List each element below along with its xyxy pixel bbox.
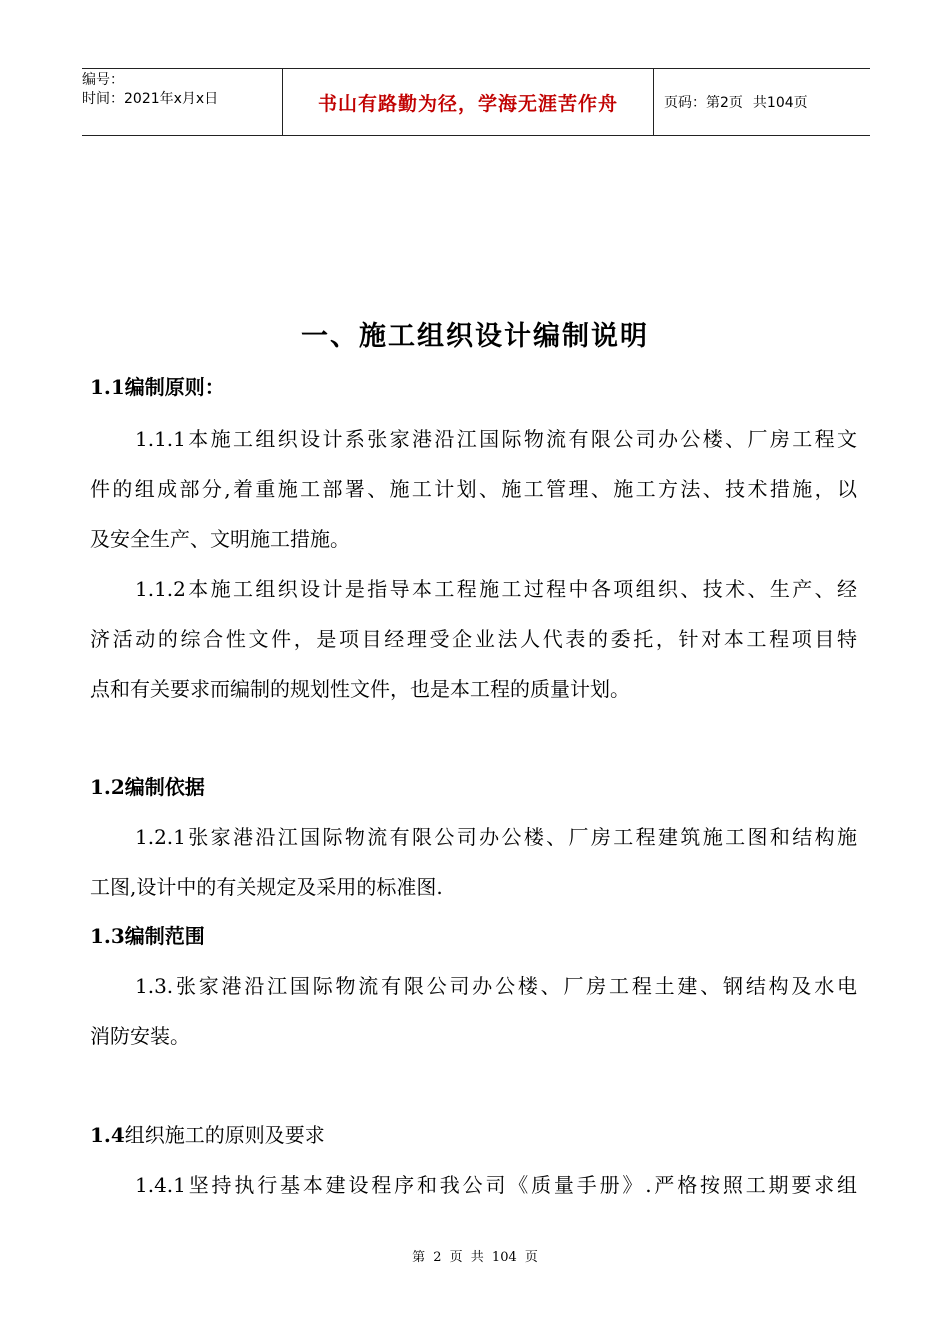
page-header [82,68,870,136]
section-title: 一、施工组织设计编制说明 [301,321,649,352]
document-number-label: 编号： [82,72,124,88]
page-footer: 第 2 页 共 104 页 [412,1250,538,1265]
paragraph-1-1-2-line-1: 1.1.2本施工组织设计是指导本工程施工过程中各项组织、技术、生产、经 [135,577,857,601]
heading-1-2: 1.2编制依据 [90,775,205,799]
paragraph-1-2-1-line-1: 1.2.1张家港沿江国际物流有限公司办公楼、厂房工程建筑施工图和结构施 [135,825,857,849]
heading-1-4-text: 组织施工的原则及要求 [124,1123,325,1147]
paragraph-1-2-1-line-2: 工图,设计中的有关规定及采用的标准图. [90,875,443,899]
header-motto: 书山有路勤为径，学海无涯苦作舟 [282,69,654,135]
heading-1-3: 1.3编制范围 [90,924,205,948]
heading-1-4 [90,1119,325,1148]
paragraph-1-1-1-line-3: 及安全生产、文明施工措施。 [90,527,350,551]
paragraph-1-1-2-line-2: 济活动的综合性文件，是项目经理受企业法人代表的委托，针对本工程项目特 [90,627,857,651]
heading-1-4-number: 1.4 [90,1123,125,1147]
paragraph-1-1-2-line-3: 点和有关要求而编制的规划性文件，也是本工程的质量计划。 [90,677,630,701]
heading-1-1: 1.1编制原则： [90,375,225,399]
paragraph-1-1-1-line-1: 1.1.1本施工组织设计系张家港沿江国际物流有限公司办公楼、厂房工程文 [135,427,857,451]
paragraph-1-3-line-1: 1.3.张家港沿江国际物流有限公司办公楼、厂房工程土建、钢结构及水电 [135,974,857,998]
paragraph-1-4-1-line-1: 1.4.1坚持执行基本建设程序和我公司《质量手册》.严格按照工期要求组 [135,1173,857,1197]
header-page-number: 页码：第2页 [664,95,743,111]
paragraph-1-3-line-2: 消防安装。 [90,1024,190,1048]
header-page-info [654,69,870,135]
header-page-total: 共104页 [752,95,808,111]
paragraph-1-1-1-line-2: 件的组成部分,着重施工部署、施工计划、施工管理、施工方法、技术措施，以 [90,477,857,501]
document-date: 时间：2021年x月x日 [82,91,219,107]
header-left-cell [82,69,282,135]
